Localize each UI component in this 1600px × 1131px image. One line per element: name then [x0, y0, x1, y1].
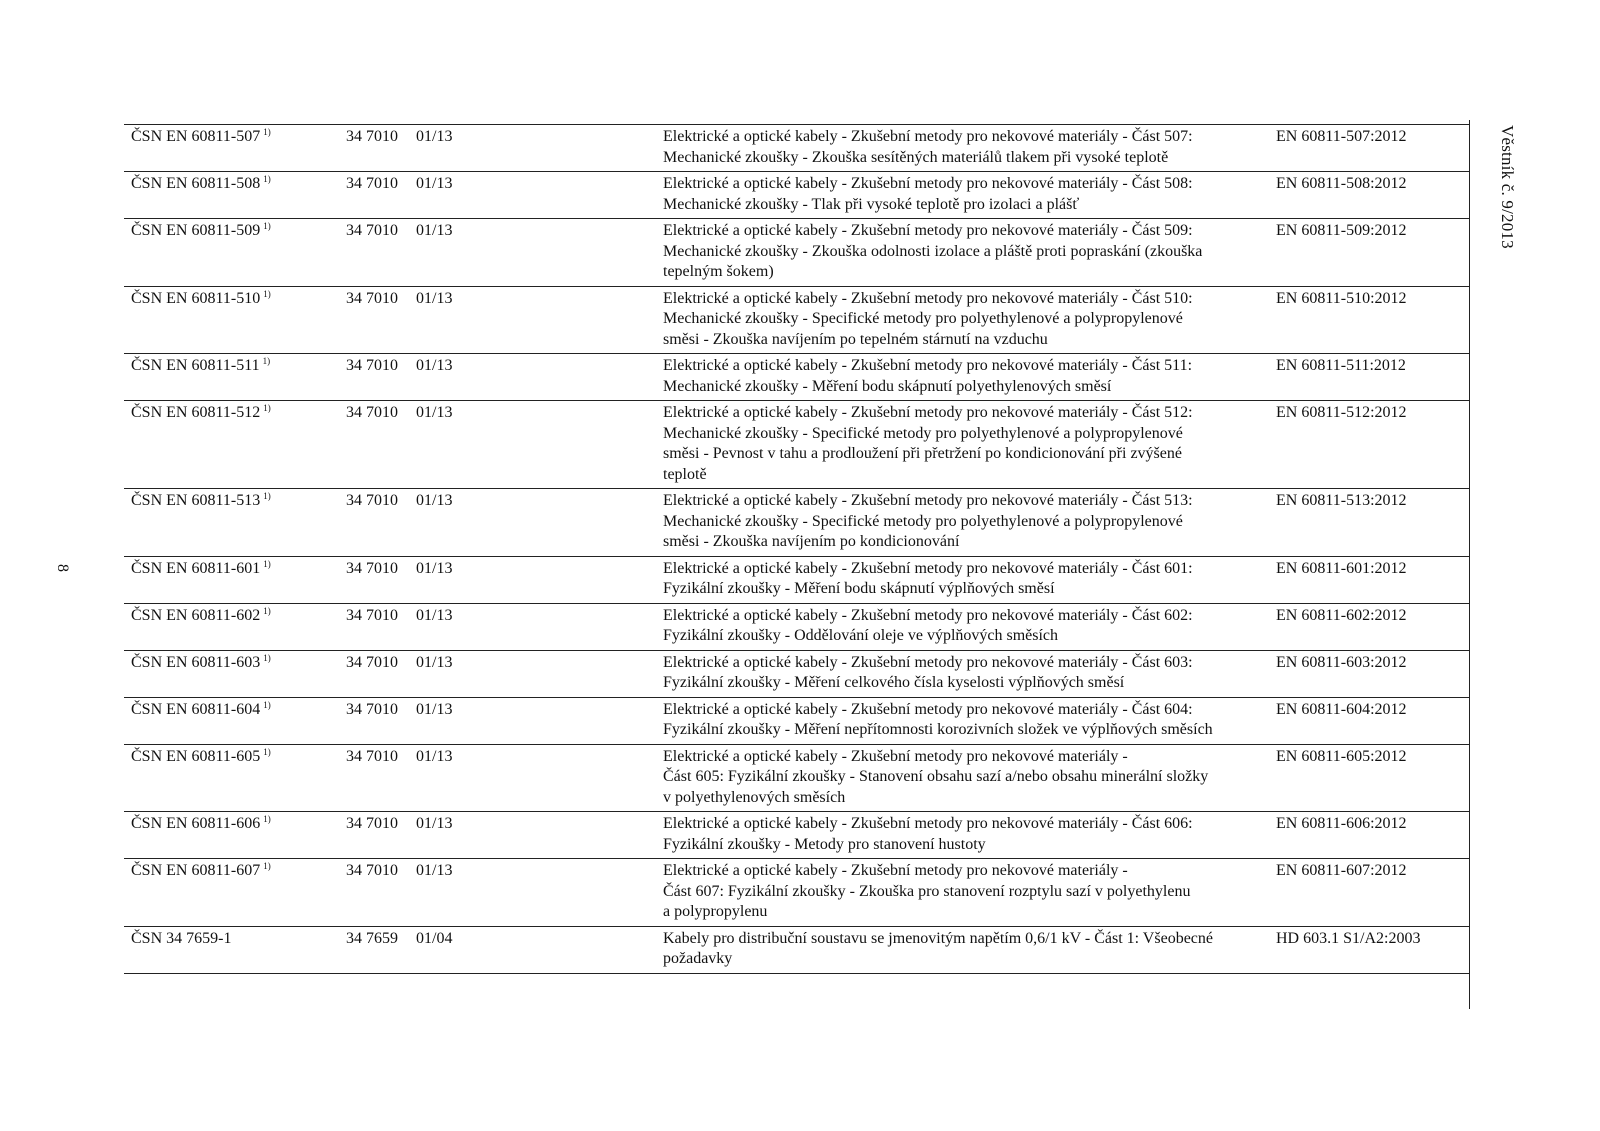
issue-date: 01/13: [416, 175, 453, 192]
standard-number: [124, 700, 346, 741]
standard-code: ČSN EN 60811-603: [131, 653, 261, 671]
footnote-marker: 1): [263, 127, 271, 137]
issue-date: 01/13: [416, 700, 453, 718]
standard-number: [124, 491, 346, 553]
standards-table: [124, 124, 1469, 974]
standard-title: Elektrické a optické kabely - Zkušební metody pro nekovové materiály - Část 602: Fyzikální zkoušky - Oddělování oleje ve výplňových směsích: [663, 606, 1193, 644]
table-row: [124, 172, 1469, 219]
european-reference: EN 60811-509:2012: [1276, 222, 1407, 239]
issue-date: 01/13: [416, 815, 453, 832]
table-row: [124, 401, 1469, 489]
table-row: [124, 557, 1469, 604]
european-reference: HD 603.1 S1/A2:2003: [1276, 929, 1421, 947]
standard-number: [124, 814, 346, 855]
standard-number: [124, 403, 346, 485]
classification-code: 34 7010: [346, 606, 398, 624]
issue-date: 01/13: [416, 357, 453, 374]
table-row: [124, 489, 1469, 557]
standard-title: Elektrické a optické kabely - Zkušební metody pro nekovové materiály - Část 512: Mechanické zkoušky - Specifické metody pro polyethylenové a polypropylenové směsi - Pevnost v tahu a prodloužení při přetržení po kondicionování při zvýšené teplotě: [663, 404, 1193, 483]
classification-code: 34 7010: [346, 128, 398, 145]
side-divider: [1469, 120, 1470, 1009]
page-number: 8: [54, 564, 71, 572]
issue-date: 01/13: [416, 606, 453, 624]
footnote-marker: 1): [263, 403, 271, 413]
footnote-marker: 1): [263, 174, 271, 184]
issue-date: 01/13: [416, 862, 453, 879]
classification-code: 34 7010: [346, 175, 398, 192]
bulletin-title: Věstník č. 9/2013: [1498, 125, 1517, 249]
standard-title: Elektrické a optické kabely - Zkušební metody pro nekovové materiály - Část 510: Mechanické zkoušky - Specifické metody pro polyethylenové a polypropylenové směsi - Zkouška navíjením po tepelném stárnutí na vzduchu: [663, 289, 1193, 348]
issue-date: 01/04: [416, 929, 453, 947]
european-reference: EN 60811-507:2012: [1276, 128, 1407, 145]
european-reference: EN 60811-508:2012: [1276, 175, 1407, 192]
issue-date: 01/13: [416, 404, 453, 421]
issue-date: 01/13: [416, 747, 453, 765]
table-row: [124, 604, 1469, 651]
standard-number: [124, 606, 346, 647]
footnote-marker: 1): [263, 605, 271, 616]
classification-code: 34 7010: [346, 862, 398, 879]
standard-title: Elektrické a optické kabely - Zkušební metody pro nekovové materiály - Část 601: Fyzikální zkoušky - Měření bodu skápnutí výplňových směsí: [663, 559, 1193, 597]
classification-code: 34 7010: [346, 747, 398, 765]
footnote-marker: 1): [263, 558, 271, 569]
table-row: [124, 698, 1469, 745]
standard-title: Elektrické a optické kabely - Zkušební metody pro nekovové materiály - Část 603: Fyzikální zkoušky - Měření celkového čísla kyselosti výplňových směsí: [663, 653, 1193, 691]
standard-number: [124, 174, 346, 215]
standard-number: [124, 653, 346, 694]
european-reference: EN 60811-603:2012: [1276, 653, 1407, 671]
standard-code: ČSN EN 60811-510: [131, 289, 261, 307]
classification-code: 34 7010: [346, 289, 398, 307]
standard-code: ČSN EN 60811-604: [131, 700, 261, 718]
european-reference: EN 60811-606:2012: [1276, 815, 1407, 832]
footnote-marker: 1): [263, 491, 271, 501]
european-reference: EN 60811-513:2012: [1276, 492, 1407, 509]
standard-number: [124, 861, 346, 923]
standard-code: ČSN EN 60811-606: [131, 815, 261, 832]
standard-number: [124, 289, 346, 351]
standard-number: [124, 559, 346, 600]
standard-number: [124, 747, 346, 809]
issue-date: 01/13: [416, 222, 453, 239]
table-row: [124, 859, 1469, 927]
standard-title: Elektrické a optické kabely - Zkušební metody pro nekovové materiály - Část 607: Fyzikální zkoušky - Zkouška pro stanovení rozptylu sazí v polyethylenu a polypropylenu: [663, 862, 1191, 920]
issue-date: 01/13: [416, 492, 453, 509]
footnote-marker: 1): [262, 356, 271, 366]
footnote-marker: 1): [263, 221, 271, 231]
standard-code: ČSN EN 60811-605: [131, 747, 261, 765]
table-row: [124, 745, 1469, 813]
issue-date: 01/13: [416, 653, 453, 671]
standard-code: ČSN EN 60811-509: [131, 222, 261, 239]
footnote-marker: 1): [263, 288, 271, 299]
european-reference: EN 60811-601:2012: [1276, 559, 1407, 577]
european-reference: EN 60811-510:2012: [1276, 289, 1407, 307]
issue-date: 01/13: [416, 559, 453, 577]
classification-code: 34 7010: [346, 222, 398, 239]
standard-code: ČSN EN 60811-512: [131, 404, 261, 421]
standard-title: Elektrické a optické kabely - Zkušební metody pro nekovové materiály - Část 507: Mechanické zkoušky - Zkouška sesítěných materiálů tlakem při vysoké teplotě: [663, 128, 1193, 166]
classification-code: 34 7010: [346, 653, 398, 671]
classification-code: 34 7010: [346, 357, 398, 374]
table-row: [124, 219, 1469, 287]
table-row: [124, 125, 1469, 172]
standard-title: Elektrické a optické kabely - Zkušební metody pro nekovové materiály - Část 605: Fyzikální zkoušky - Stanovení obsahu sazí a/nebo obsahu minerální složky v polyethylenových směsích: [663, 747, 1209, 806]
european-reference: EN 60811-605:2012: [1276, 747, 1407, 765]
classification-code: 34 7010: [346, 559, 398, 577]
standard-title: Elektrické a optické kabely - Zkušební metody pro nekovové materiály - Část 606: Fyzikální zkoušky - Metody pro stanovení hustoty: [663, 815, 1193, 853]
footnote-marker: 1): [263, 699, 271, 710]
table-row: [124, 651, 1469, 698]
table-row: [124, 354, 1469, 401]
standard-number: [124, 127, 346, 168]
classification-code: 34 7010: [346, 492, 398, 509]
european-reference: EN 60811-512:2012: [1276, 404, 1407, 421]
european-reference: EN 60811-607:2012: [1276, 862, 1407, 879]
standard-code: ČSN EN 60811-602: [131, 606, 261, 624]
classification-code: 34 7010: [346, 700, 398, 718]
european-reference: EN 60811-602:2012: [1276, 606, 1407, 624]
standard-code: ČSN EN 60811-508: [131, 175, 261, 192]
standard-code: ČSN EN 60811-601: [131, 559, 261, 577]
european-reference: EN 60811-604:2012: [1276, 700, 1407, 718]
standard-title: Elektrické a optické kabely - Zkušební metody pro nekovové materiály - Část 511: Mechanické zkoušky - Měření bodu skápnutí polyethylenových směsí: [663, 357, 1193, 395]
standard-title: Elektrické a optické kabely - Zkušební metody pro nekovové materiály - Část 509: Mechanické zkoušky - Zkouška odolnosti izolace a pláště proti popraskání (zkouška tepelným šokem): [663, 222, 1203, 280]
footnote-marker: 1): [263, 861, 271, 871]
standard-title: Elektrické a optické kabely - Zkušební metody pro nekovové materiály - Část 604: Fyzikální zkoušky - Měření nepřítomnosti korozivních složek ve výplňových směsích: [663, 700, 1213, 738]
classification-code: 34 7010: [346, 815, 398, 832]
table-row: [124, 812, 1469, 859]
standard-number: [124, 221, 346, 283]
footnote-marker: 1): [263, 746, 271, 757]
european-reference: EN 60811-511:2012: [1276, 357, 1406, 374]
standard-code: ČSN EN 60811-607: [131, 862, 261, 879]
standard-code: ČSN EN 60811-511: [131, 357, 260, 374]
classification-code: 34 7010: [346, 404, 398, 421]
standard-code: ČSN EN 60811-507: [131, 128, 261, 145]
standard-number: [124, 929, 346, 970]
standard-title: Elektrické a optické kabely - Zkušební metody pro nekovové materiály - Část 508: Mechanické zkoušky - Tlak při vysoké teplotě pro izolaci a plášť: [663, 175, 1193, 213]
footnote-marker: 1): [263, 652, 271, 663]
standard-title: Elektrické a optické kabely - Zkušební metody pro nekovové materiály - Část 513: Mechanické zkoušky - Specifické metody pro polyethylenové a polypropylenové směsi - Zkouška navíjením po kondicionování: [663, 492, 1193, 550]
table-row: [124, 927, 1469, 974]
standard-code: ČSN 34 7659-1: [131, 929, 232, 947]
footnote-marker: 1): [263, 814, 271, 824]
issue-date: 01/13: [416, 128, 453, 145]
table-row: [124, 287, 1469, 355]
standard-code: ČSN EN 60811-513: [131, 492, 261, 509]
standard-number: [124, 356, 346, 397]
standard-title: Kabely pro distribuční soustavu se jmenovitým napětím 0,6/1 kV - Část 1: Všeobecné požadavky: [663, 929, 1213, 967]
classification-code: 34 7659: [346, 929, 398, 947]
issue-date: 01/13: [416, 289, 453, 307]
